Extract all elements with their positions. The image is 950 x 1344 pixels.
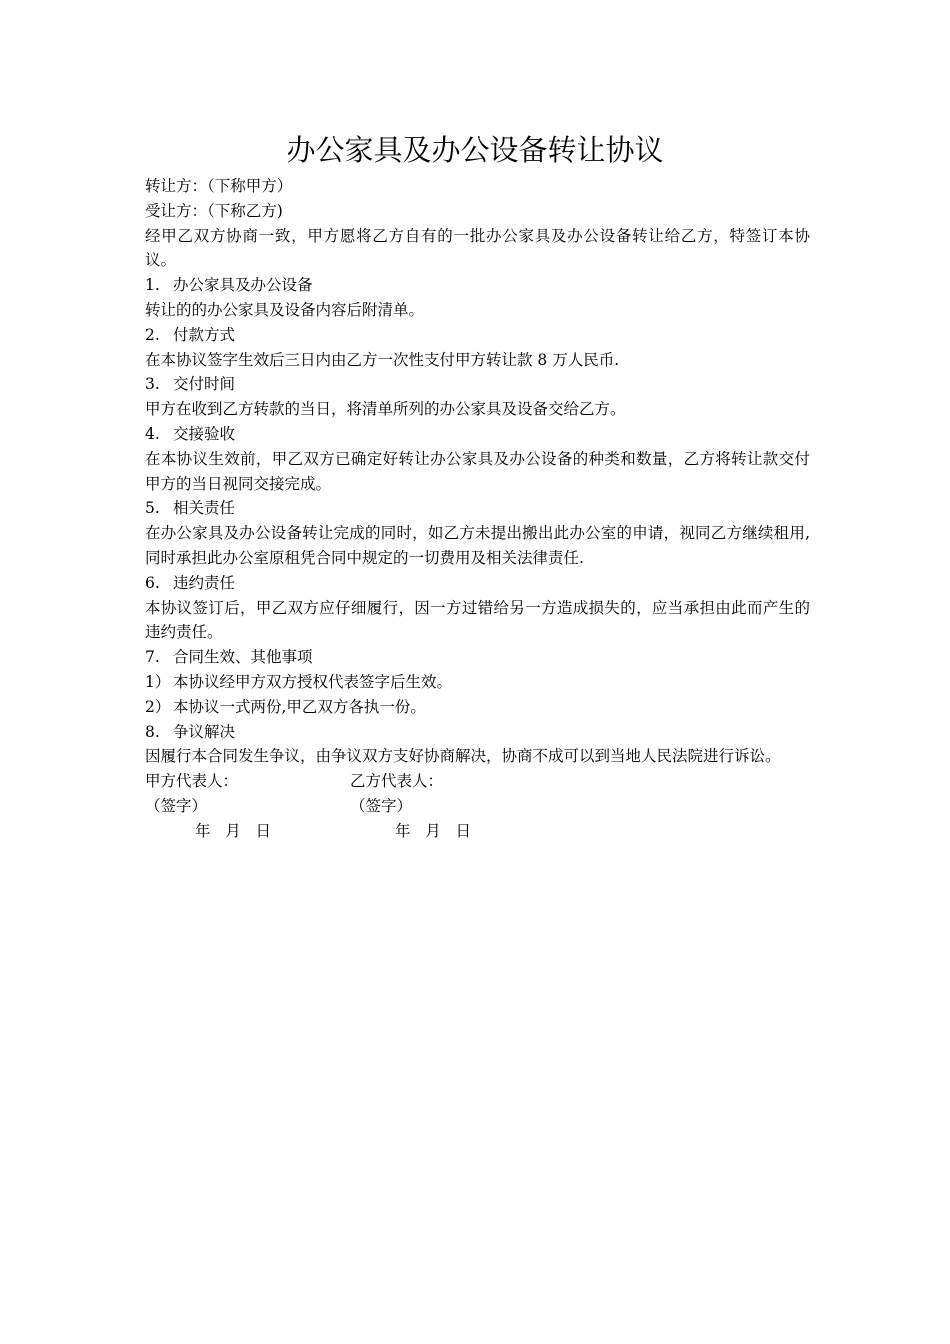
section-number: 5. xyxy=(145,499,160,518)
intro-paragraph: 经甲乙双方协商一致，甲方愿将乙方自有的一批办公家具及办公设备转让给乙方，特签订本协议。 xyxy=(145,226,810,270)
section-number: 2. xyxy=(145,325,160,344)
section-heading xyxy=(145,273,810,298)
section-title: 交付时间 xyxy=(173,375,236,394)
section-title: 争议解决 xyxy=(173,722,236,741)
list-item-number: 1） xyxy=(145,672,171,691)
section-number: 7. xyxy=(145,648,160,667)
section-heading xyxy=(145,496,810,521)
party-a-signature: （签字） xyxy=(145,796,208,815)
section-number: 6. xyxy=(145,573,160,592)
document-title: 办公家具及办公设备转让协议 xyxy=(286,133,664,167)
section-number: 1. xyxy=(145,276,160,295)
party-b-representative: 乙方代表人： xyxy=(350,772,444,791)
party-a-date: 年 月 日 xyxy=(195,821,272,840)
section-title: 合同生效、其他事项 xyxy=(173,648,313,667)
section-title: 相关责任 xyxy=(173,499,236,518)
section-heading xyxy=(145,422,810,447)
document-body xyxy=(145,174,810,844)
signature-rep-row xyxy=(145,769,810,794)
section-heading xyxy=(145,372,810,397)
section-text: 因履行本合同发生争议，由争议双方支好协商解决，协商不成可以到当地人民法院进行诉讼。 xyxy=(145,747,781,766)
section-heading xyxy=(145,323,810,348)
section-text: 在办公家具及办公设备转让完成的同时，如乙方未提出搬出此办公室的申请，视同乙方继续租用,同时承担此办公室原租凭合同中规定的一切费用及相关法律责任. xyxy=(145,524,810,567)
section-title: 违约责任 xyxy=(173,573,236,592)
list-item xyxy=(145,695,810,720)
section-text: 在本协议签字生效后三日内由乙方一次性支付甲方转让款 8 万人民币. xyxy=(145,350,620,369)
section-text: 本协议签订后，甲乙双方应仔细履行，因一方过错给另一方造成损失的，应当承担由此而产生的违约责任。 xyxy=(145,598,810,642)
section-heading xyxy=(145,571,810,596)
list-item xyxy=(145,670,810,695)
section-number: 4. xyxy=(145,424,160,443)
party-a-representative: 甲方代表人： xyxy=(145,772,239,791)
section-heading xyxy=(145,645,810,670)
section-text: 转让的的办公家具及设备内容后附清单。 xyxy=(145,300,425,319)
section-title: 付款方式 xyxy=(173,325,236,344)
section-number: 8. xyxy=(145,722,160,741)
transferee-line: 受让方：（下称乙方) xyxy=(145,201,283,220)
list-item-text: 本协议一式两份,甲乙双方各执一份。 xyxy=(173,697,426,716)
list-item-number: 2） xyxy=(145,697,171,716)
party-b-date: 年 月 日 xyxy=(395,821,472,840)
section-heading xyxy=(145,720,810,745)
section-number: 3. xyxy=(145,375,160,394)
transferor-line: 转让方：（下称甲方） xyxy=(145,177,293,195)
section-text: 甲方在收到乙方转款的当日，将清单所列的办公家具及设备交给乙方。 xyxy=(145,400,626,419)
signature-sign-row xyxy=(145,794,810,819)
list-item-text: 本协议经甲方双方授权代表签字后生效。 xyxy=(173,672,453,691)
section-text: 在本协议生效前，甲乙双方已确定好转让办公家具及办公设备的种类和数量，乙方将转让款交付甲方的当日视同交接完成。 xyxy=(145,449,810,493)
signature-date-row xyxy=(145,819,810,844)
section-title: 交接验收 xyxy=(173,424,236,443)
party-b-signature: （签字） xyxy=(350,796,413,815)
section-title: 办公家具及办公设备 xyxy=(173,276,313,295)
